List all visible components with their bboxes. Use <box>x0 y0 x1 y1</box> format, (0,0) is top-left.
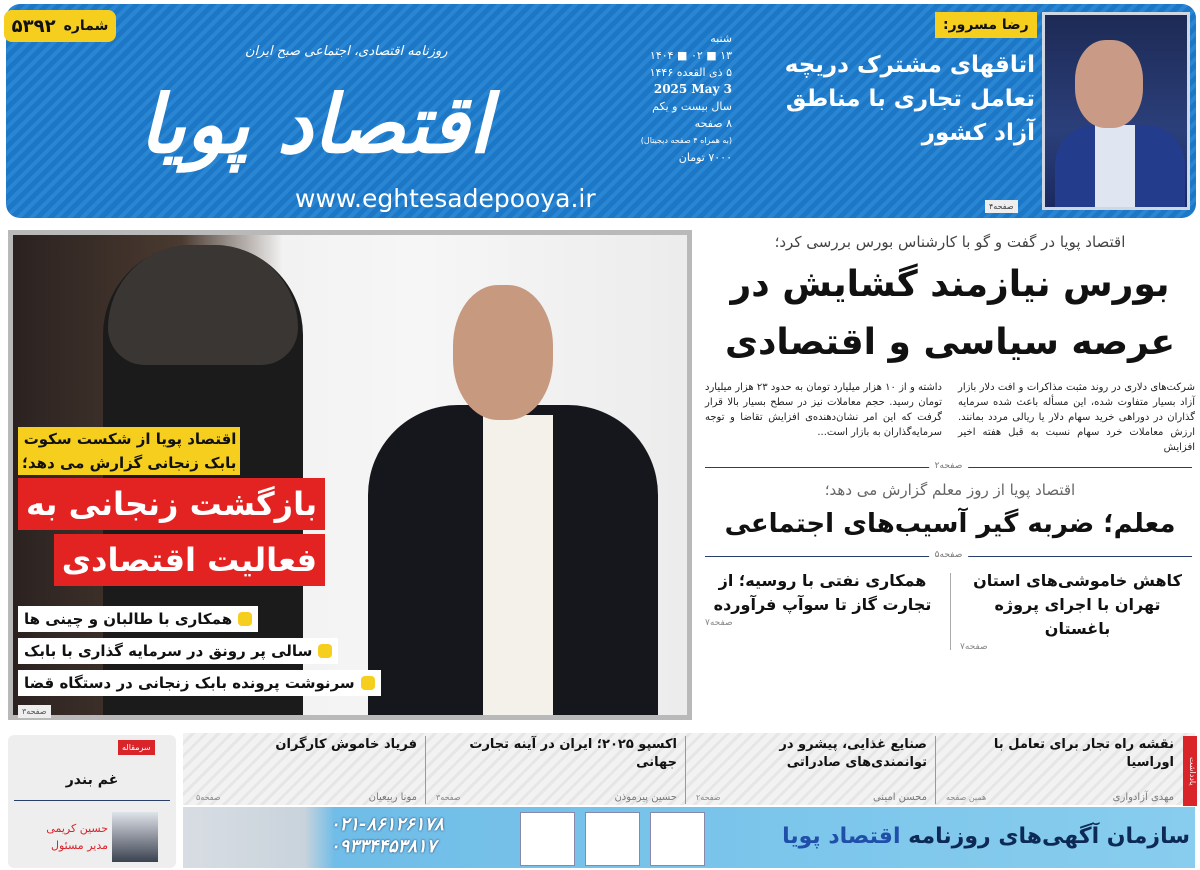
newspaper-thumbnail <box>520 812 575 866</box>
price: ۷۰۰۰ تومان <box>678 151 732 164</box>
bullet-item <box>18 638 338 664</box>
date-block <box>604 30 732 166</box>
speaker-photo <box>1042 12 1190 210</box>
note-title: اکسپو ۲۰۲۵؛ ایران در آینه تجارت جهانی <box>469 737 677 770</box>
bullet-text: همکاری با طالبان و چینی ها <box>24 610 233 628</box>
lead-body-left: داشته و از ۱۰ هزار میلیارد تومان به حدود ۲۳ هزار میلیارد تومان رسید. حجم معاملات نیز در سطح بسیار بالا قرار گرفت که این امر نشان‌دهنده‌ی افزایش تقاضا و توجه سرمایه‌گذاران به بازار است... <box>705 382 943 438</box>
sub-page: صفحه۷ <box>705 618 733 628</box>
note-author: مونا ربیعیان <box>368 792 417 803</box>
tagline: روزنامه اقتصادی، اجتماعی صبح ایران <box>245 44 448 59</box>
note-title: صنایع غذایی، پیشرو در توانمندی‌های صادراتی <box>779 737 927 770</box>
note-author: حسین پیرموذن <box>614 792 677 803</box>
newspaper-thumbnail <box>585 812 640 866</box>
notes-tag: یادداشت <box>1183 736 1197 806</box>
lead-headline[interactable]: بورس نیازمند گشایش در عرصه سیاسی و اقتصادی <box>724 264 1176 363</box>
ad-title <box>782 822 1190 852</box>
kicker-line: بابک زنجانی گزارش می دهد؛ <box>22 454 237 472</box>
lead-kicker: اقتصاد پویا در گفت و گو با کارشناس بورس بررسی کرد؛ <box>774 233 1126 251</box>
sub-headline: کاهش خاموشی‌های استان تهران با اجرای پروژه باغستان <box>973 571 1182 638</box>
ad-phones <box>330 814 444 858</box>
teacher-headline[interactable]: معلم؛ ضربه گیر آسیب‌های اجتماعی <box>724 509 1176 539</box>
sub-stories <box>705 569 1195 654</box>
ad-title-text: سازمان آگهی‌های روزنامه <box>908 824 1190 849</box>
divider <box>705 461 1192 471</box>
ad-brand: اقتصاد پویا <box>782 824 901 849</box>
note-item[interactable] <box>188 736 426 804</box>
author-role: مدیر مسئول <box>51 839 108 852</box>
bullet-icon <box>361 676 375 690</box>
bullet-text: سالی پر رونق در سرمایه گذاری با بابک <box>24 642 313 660</box>
sub-story[interactable] <box>960 569 1195 654</box>
bullet-text: سرنوشت پرونده بابک زنجانی در دستگاه قضا <box>24 674 355 692</box>
note-title: فریاد خاموش کارگران <box>275 737 417 752</box>
lead-body-right: شرکت‌های دلاری در روند مثبت مذاکرات و افت دلار بازار آزاد بسیار متفاوت شده، این مسأله باعث شده سرمایه گذاران در دوراهی خرید سهام دلار یا ریالی مردد بمانند. ارزش معاملات خرد سهام نسبت به قبل هفته اخیر افزایش <box>958 382 1195 453</box>
teacher-kicker: اقتصاد پویا از روز معلم گزارش می دهد؛ <box>824 481 1076 499</box>
page-count: ۸ صفحه <box>694 117 732 130</box>
teacher-page: صفحه۵ <box>929 549 969 562</box>
note-page: صفحه۳ <box>436 793 461 802</box>
ad-phone: ۰۲۱-۸۶۱۲۶۱۷۸ <box>330 814 444 835</box>
speaker-label: رضا مسرور: <box>935 12 1037 38</box>
photo-story-page: صفحه۳ <box>18 705 51 718</box>
hijri-date: ۵ ذی القعده ۱۴۴۶ <box>649 66 732 79</box>
note-author: محسن امینی <box>872 792 927 803</box>
note-page: صفحه۵ <box>196 793 221 802</box>
gregorian-date: 2025 May 3 <box>653 82 732 96</box>
weekday: شنبه <box>710 32 732 45</box>
issue-number: ۵۳۹۲ <box>11 15 56 37</box>
digital-pages: (به همراه ۴ صفحه دیجیتال) <box>640 136 732 145</box>
photo-story-kicker <box>18 427 240 475</box>
ad-phone: ۰۹۳۳۴۴۵۳۸۱۷ <box>330 836 437 857</box>
top-story-headline[interactable]: اتاقهای مشترک دریچه تعامل تجاری با مناطق آزاد کشور <box>784 52 1035 146</box>
bullet-item <box>18 606 258 632</box>
headline-line: فعالیت اقتصادی <box>54 534 325 586</box>
right-column <box>705 232 1195 654</box>
headline-line: بازگشت زنجانی به <box>18 478 325 530</box>
sub-page: صفحه۷ <box>960 642 988 652</box>
note-page: صفحه۲ <box>696 793 721 802</box>
divider <box>950 573 951 650</box>
newspaper-thumbnail <box>650 812 705 866</box>
author-name: حسین کریمی <box>46 822 108 835</box>
sub-headline: همکاری نفتی با روسیه؛ از تجارت گاز تا سوآپ فرآورده <box>713 571 932 614</box>
jalali-date: ۱۳ ■ ۰۲ ■ ۱۴۰۴ <box>649 49 732 62</box>
issue-badge <box>4 10 116 42</box>
website-url[interactable]: www.eghtesadepooya.ir <box>295 184 596 213</box>
volume-year: سال بیست و یکم <box>652 100 732 113</box>
divider <box>14 800 170 801</box>
editorial-author <box>30 820 108 854</box>
note-page: همین صفحه <box>946 793 987 802</box>
lead-body <box>705 380 1195 455</box>
author-photo <box>112 812 158 862</box>
note-author: مهدی آزادواری <box>1112 792 1174 803</box>
top-story-page: صفحه۴ <box>985 200 1018 213</box>
sub-story[interactable] <box>705 569 940 654</box>
divider <box>705 550 1192 560</box>
note-item[interactable] <box>688 736 936 804</box>
note-item[interactable] <box>428 736 686 804</box>
photo-story-headline[interactable] <box>18 478 325 590</box>
bullet-item <box>18 670 381 696</box>
editorial-title[interactable]: غم بندر <box>65 772 119 788</box>
bullet-icon <box>238 612 252 626</box>
newspaper-logo: اقتصاد پویا <box>138 77 492 171</box>
bullet-icon <box>318 644 332 658</box>
note-item[interactable] <box>938 736 1182 804</box>
note-title: نقشه راه تجار برای تعامل با اوراسیا <box>993 737 1174 770</box>
issue-label: شماره <box>63 18 109 34</box>
kicker-line: اقتصاد پویا از شکست سکوت <box>23 430 237 448</box>
lead-page: صفحه۲ <box>929 460 969 473</box>
editorial-tag: سرمقاله <box>118 740 155 755</box>
